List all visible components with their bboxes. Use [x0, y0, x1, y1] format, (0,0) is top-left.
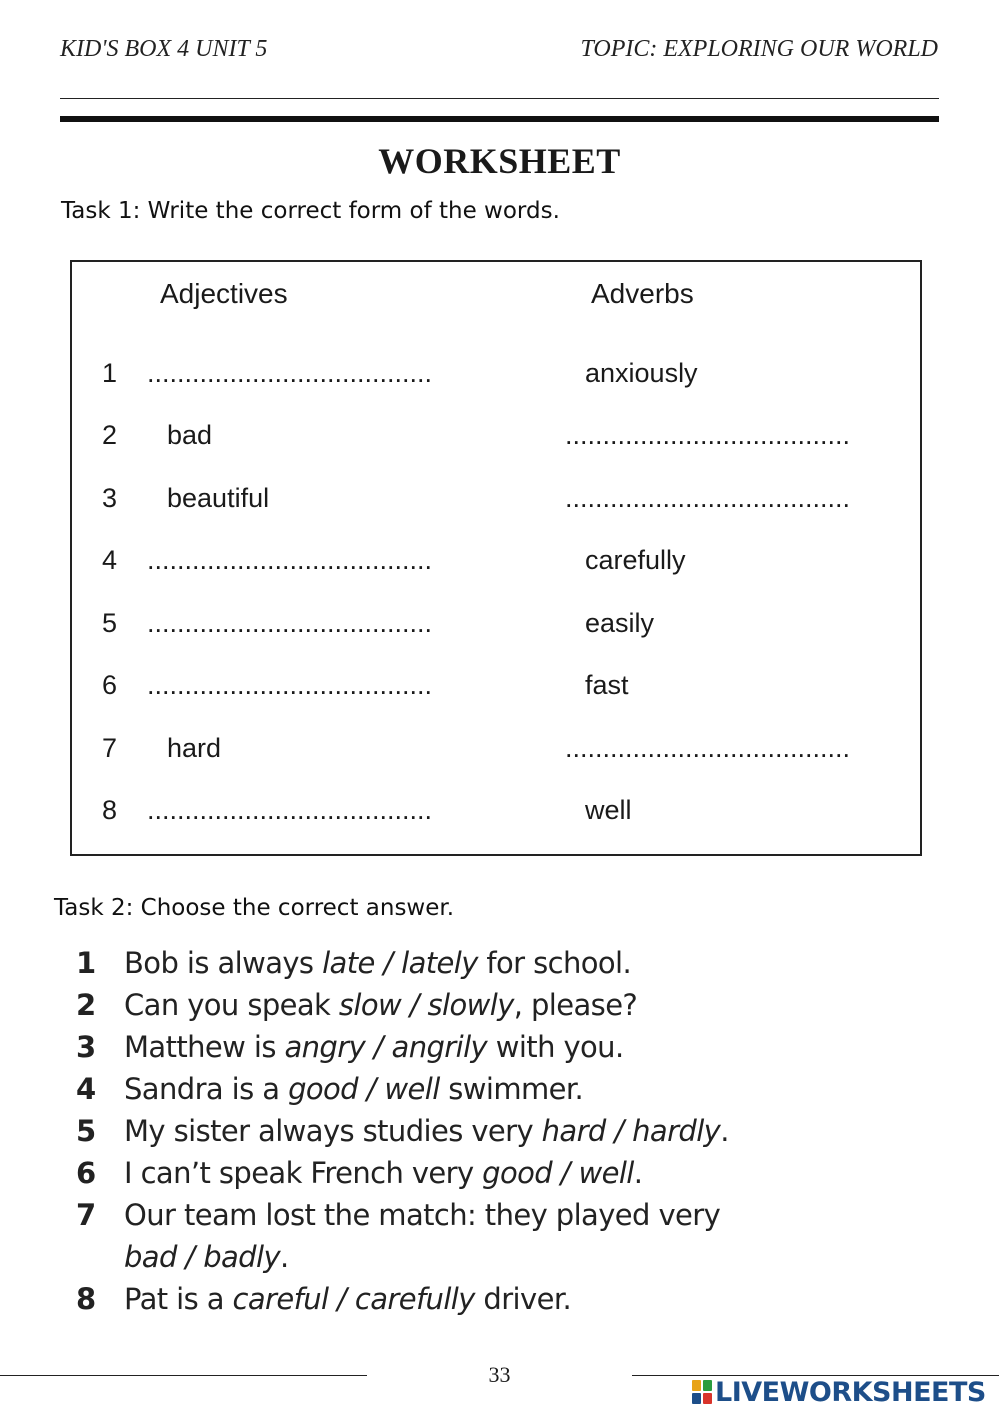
question-list [76, 942, 876, 1320]
question-text: I can’t speak French very [124, 1156, 483, 1190]
table-row [72, 545, 920, 585]
answer-choice[interactable]: angry / angrily [284, 1030, 488, 1064]
logo-square [692, 1380, 701, 1391]
table-row [72, 795, 920, 835]
question-number: 7 [76, 1198, 96, 1232]
table-row [72, 483, 920, 523]
question-number: 4 [76, 1072, 96, 1106]
question-text: Our team lost the match: they played very [124, 1198, 721, 1232]
question-number: 1 [76, 946, 96, 980]
adverb-blank[interactable]: ...................................... [565, 420, 851, 450]
question-text: Matthew is [124, 1030, 285, 1064]
question-text: Bob is always [124, 946, 323, 980]
liveworksheets-logo-icon [692, 1380, 712, 1404]
adverb-word: well [585, 795, 632, 825]
question-text-end: . [280, 1240, 289, 1274]
column-header-adverbs: Adverbs [591, 278, 694, 309]
adjective-blank[interactable]: ...................................... [147, 670, 433, 700]
header-left: KID'S BOX 4 UNIT 5 [60, 36, 268, 62]
liveworksheets-logo-text: LIVEWORKSHEETS [715, 1376, 986, 1408]
word-form-table [70, 260, 922, 856]
row-number: 6 [102, 670, 118, 700]
question-text-end: . [633, 1156, 643, 1190]
row-number: 8 [102, 795, 118, 825]
adverb-word: carefully [585, 545, 686, 575]
adjective-blank[interactable]: ...................................... [147, 608, 433, 638]
task2-instruction: Task 2: Choose the correct answer. [54, 895, 455, 921]
answer-choice[interactable]: bad / badly [124, 1240, 281, 1274]
adjective-word: bad [167, 420, 213, 450]
question-number: 8 [76, 1282, 96, 1316]
adjective-word: hard [167, 733, 222, 763]
adverb-word: easily [585, 608, 655, 638]
answer-choice[interactable]: careful / carefully [232, 1282, 475, 1316]
row-number: 5 [102, 608, 118, 638]
question-number: 6 [76, 1156, 96, 1190]
column-header-adjectives: Adjectives [160, 278, 288, 309]
list-item [76, 1278, 876, 1320]
list-item [76, 1068, 876, 1110]
header-rule-thick [60, 116, 939, 122]
adverb-blank[interactable]: ...................................... [565, 733, 851, 763]
question-text-end: with you. [487, 1030, 624, 1064]
question-text: Pat is a [124, 1282, 233, 1316]
list-item [76, 1194, 876, 1278]
question-text-end: swimmer. [439, 1072, 584, 1106]
logo-square [692, 1393, 701, 1404]
adverb-word: anxiously [585, 358, 698, 388]
liveworksheets-logo[interactable] [692, 1376, 986, 1408]
row-number: 7 [102, 733, 118, 763]
row-number: 2 [102, 420, 118, 450]
question-text-end: for school. [477, 946, 632, 980]
table-row [72, 670, 920, 710]
question-text: Sandra is a [124, 1072, 289, 1106]
table-row [72, 733, 920, 773]
task1-instruction: Task 1: Write the correct form of the words. [61, 198, 560, 224]
question-number: 2 [76, 988, 96, 1022]
table-row [72, 608, 920, 648]
answer-choice[interactable]: late / lately [322, 946, 478, 980]
question-number: 5 [76, 1114, 96, 1148]
list-item [76, 984, 876, 1026]
answer-choice[interactable]: good / well [288, 1072, 440, 1106]
list-item [76, 942, 876, 984]
table-row [72, 358, 920, 398]
adjective-blank[interactable]: ...................................... [147, 358, 433, 388]
list-item [76, 1026, 876, 1068]
table-row [72, 420, 920, 460]
row-number: 1 [102, 358, 118, 388]
question-text: My sister always studies very [124, 1114, 542, 1148]
adverb-blank[interactable]: ...................................... [565, 483, 851, 513]
question-text-end: , please? [513, 988, 638, 1022]
list-item [76, 1152, 876, 1194]
page-number: 33 [488, 1362, 511, 1387]
header-rule-thin [60, 98, 939, 99]
worksheet-title: WORKSHEET [378, 141, 621, 181]
adverb-word: fast [585, 670, 629, 700]
question-text-end: . [720, 1114, 729, 1148]
adjective-blank[interactable]: ...................................... [147, 795, 433, 825]
answer-choice[interactable]: good / well [482, 1156, 634, 1190]
question-text: Can you speak [124, 988, 339, 1022]
logo-square [703, 1380, 712, 1391]
adjective-blank[interactable]: ...................................... [147, 545, 433, 575]
header-right: TOPIC: EXPLORING OUR WORLD [580, 36, 938, 62]
row-number: 4 [102, 545, 118, 575]
question-number: 3 [76, 1030, 96, 1064]
answer-choice[interactable]: slow / slowly [338, 988, 514, 1022]
adjective-word: beautiful [167, 483, 270, 513]
row-number: 3 [102, 483, 118, 513]
logo-square [703, 1393, 712, 1404]
question-text-end: driver. [474, 1282, 572, 1316]
list-item [76, 1110, 876, 1152]
answer-choice[interactable]: hard / hardly [541, 1114, 721, 1148]
